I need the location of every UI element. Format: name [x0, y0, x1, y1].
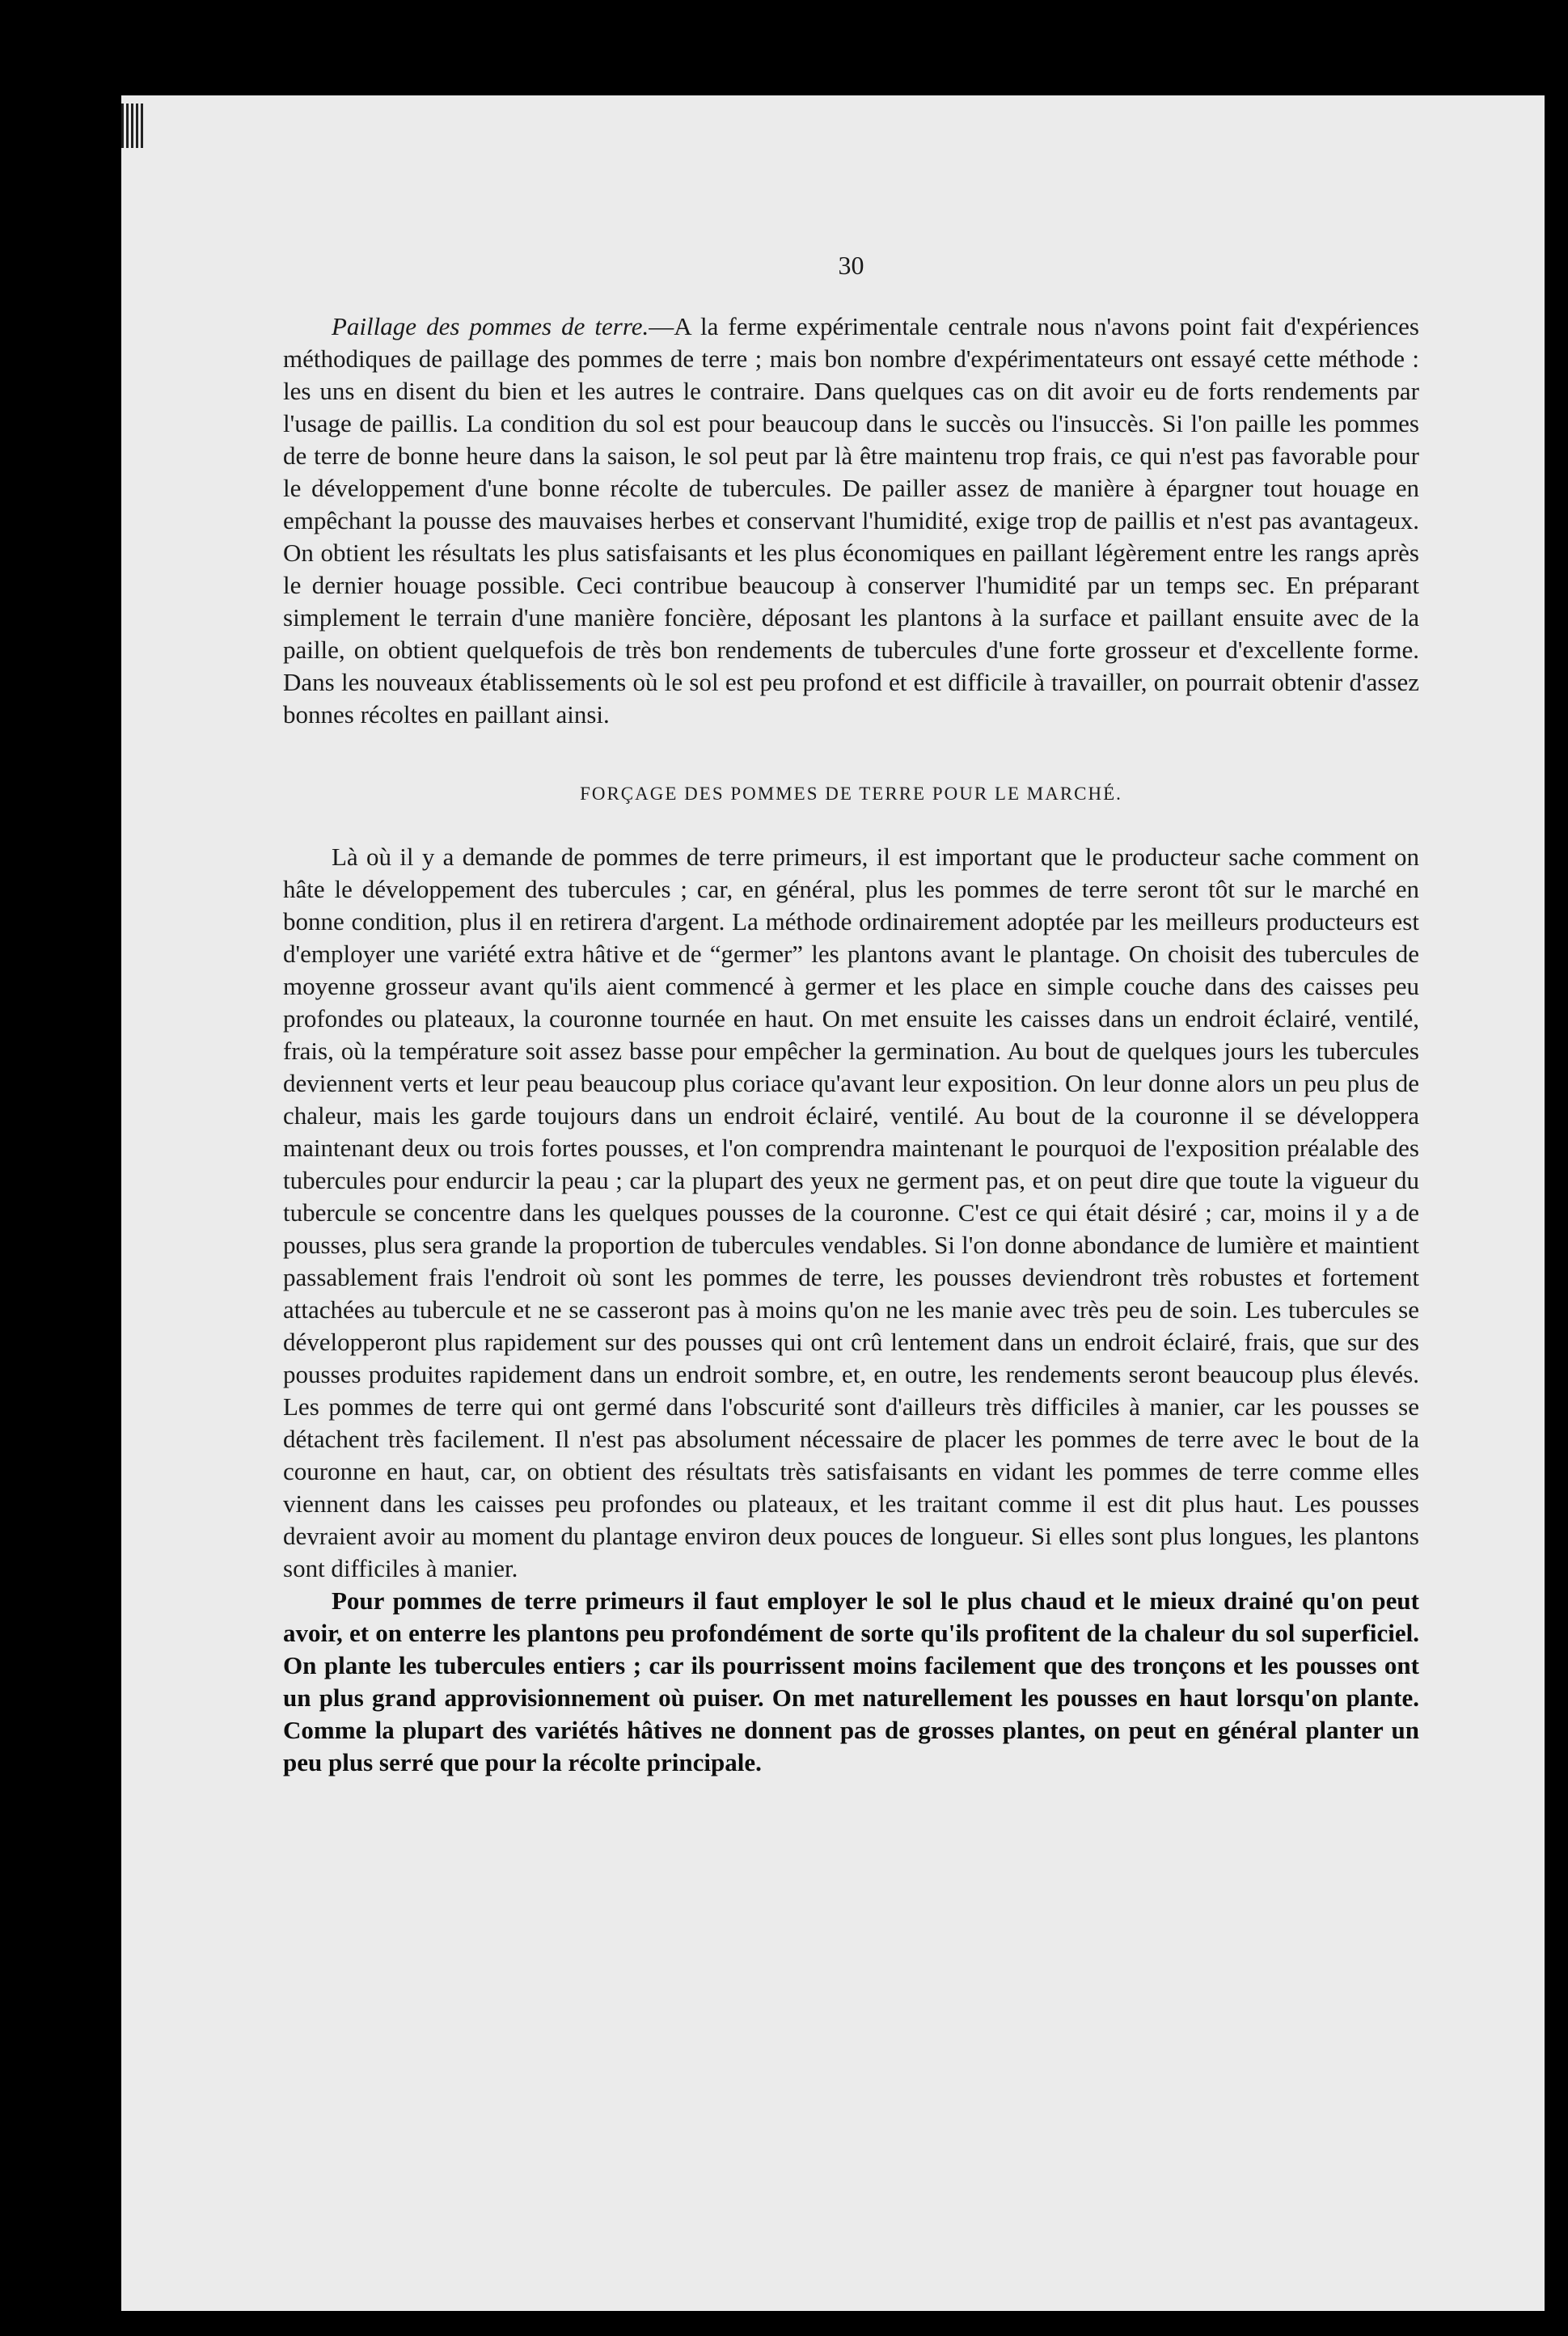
section-heading: FORÇAGE DES POMMES DE TERRE POUR LE MARCHÉ. [580, 784, 1122, 804]
paragraph-forcage: Là où il y a demande de pommes de terre primeurs, il est important que le producteur sache comment on hâte le développement des tubercules ; car, en général, plus les pommes de terre seront tôt sur le marché en bonne condition, plus il en retirera d'argent. La méthode ordinairement adoptée par les meilleurs producteurs est d'employer une variété extra hâtive et de “germer” les plantons avant le plantage. On choisit des tubercules de moyenne grosseur avant qu'ils aient commencé à germer et les place en simple couche dans des caisses peu profondes ou plateaux, la couronne tournée en haut. On met ensuite les caisses dans un endroit éclairé, ventilé, frais, où la température soit assez basse pour empêcher la germination. Au bout de quelques jours les tubercules deviennent verts et leur peau beaucoup plus coriace qu'avant leur exposition. On leur donne alors un peu plus de chaleur, mais les garde toujours dans un endroit éclairé, ventilé. Au bout de la couronne il se développera maintenant deux ou trois fortes pousses, et l'on comprendra maintenant le pourquoi de l'exposition préalable des tubercules pour endurcir la peau ; car la plupart des yeux ne germent pas, et on peut dire que toute la vigueur du tubercule se concentre dans les quelques pousses de la couronne. C'est ce qui était désiré ; car, moins il y a de pousses, plus sera grande la proportion de tubercules vendables. Si l'on donne abondance de lumière et maintient passablement frais l'endroit où sont les pommes de terre, les pousses deviendront très robustes et fortement attachées au tubercule et ne se casseront pas à moins qu'on ne les manie avec très peu de soin. Les tubercules se développeront plus rapidement sur des pousses qui ont crû lentement dans un endroit éclairé, frais, que sur des pousses produites rapidement dans un endroit sombre, et, en outre, les rendements seront beaucoup plus élevés. Les pommes de terre qui ont germé dans l'obscurité sont d'ailleurs très difficiles à manier, car les pousses se détachent très facilement. Il n'est pas absolument nécessaire de placer les pommes de terre avec le bout de la couronne en haut, car, on obtient des résultats très satisfaisants en vidant les pommes de terre comme elles viennent dans les caisses peu profondes ou plateaux, et les traitant comme il est dit plus haut. Les pousses devraient avoir au moment du plantage environ deux pouces de longueur. Si elles sont plus longues, les plantons sont difficiles à manier. [283, 843, 1419, 1582]
paragraph-body: —A la ferme expérimentale centrale nous n'avons point fait d'expériences méthodiques de paillage des pommes de terre ; mais bon nombre d'expérimentateurs ont essayé cette méthode : les uns en disent du bien et les autres le contraire. Dans quelques cas on dit avoir eu de forts rendements par l'usage de paillis. La condition du sol est pour beaucoup dans le succès ou l'insuccès. Si l'on paille les pommes de terre de bonne heure dans la saison, le sol peut par là être maintenu trop frais, ce qui n'est pas favorable pour le développement d'une bonne récolte de tubercules. De pailler assez de manière à épargner tout houage en empêchant la pousse des mauvaises herbes et conservant l'humidité, exige trop de paillis et n'est pas avantageux. On obtient les résultats les plus satisfaisants et les plus économiques en paillant légèrement entre les rangs après le dernier houage possible. Ceci contribue beaucoup à conserver l'humidité par un temps sec. En préparant simplement le terrain d'une manière foncière, déposant les plantons à la surface et paillant ensuite avec de la paille, on obtient quelquefois de très bon rendements de tubercules d'une forte grosseur et d'excellente forme. Dans les nouveaux établissements où le sol est peu profond et est difficile à travailler, on pourrait obtenir d'assez bonnes récoltes en paillant ainsi. [283, 312, 1420, 729]
paragraph-paillage [283, 310, 1419, 731]
paragraph-primeurs: Pour pommes de terre primeurs il faut employer le sol le plus chaud et le mieux drainé qu'on peut avoir, et on enterre les plantons peu profondément de sorte qu'ils profitent de la chaleur du sol superficiel. On plante les tubercules entiers ; car ils pourrissent moins facilement que des tronçons et les pousses ont un plus grand approvisionnement où puiser. On met naturellement les pousses en haut lorsqu'on plante. Comme la plupart des variétés hâtives ne donnent pas de grosses plantes, on peut en général planter un peu plus serré que pour la récolte principale. [283, 1586, 1419, 1776]
page-number: 30 [838, 251, 864, 280]
document-page [121, 95, 1545, 2311]
page-content [283, 249, 1419, 1779]
paragraph-lead: Paillage des pommes de terre. [332, 312, 649, 340]
binding-mark [121, 103, 146, 148]
